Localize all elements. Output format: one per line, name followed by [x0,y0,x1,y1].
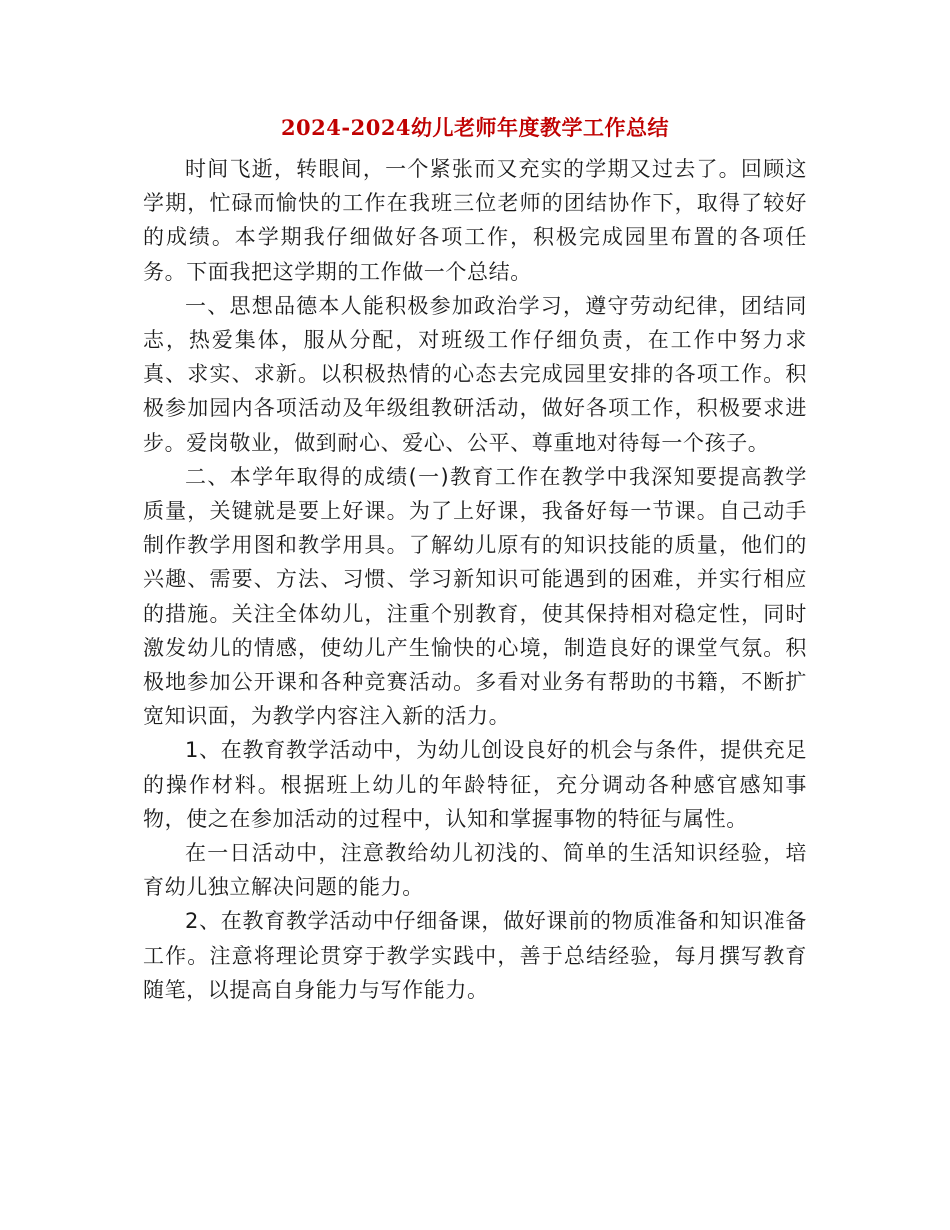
paragraph-intro: 时间飞逝，转眼间，一个紧张而又充实的学期又过去了。回顾这学期，忙碌而愉快的工作在我班三位老师的团结协作下，取得了较好的成绩。本学期我仔细做好各项工作，积极完成园里布置的各项任务。下面我把这学期的工作做一个总结。 [143,157,807,284]
paragraph-achievements: 二、本学年取得的成绩(一)教育工作在教学中我深知要提高教学质量，关键就是要上好课。为了上好课，我备好每一节课。自己动手制作教学用图和教学用具。了解幼儿原有的知识技能的质量，他们的兴趣、需要、方法、习惯、学习新知识可能遇到的困难，并实行相应的措施。关注全体幼儿，注重个别教育，使其保持相对稳定性，同时激发幼儿的情感，使幼儿产生愉快的心境，制造良好的课堂气氛。积极地参加公开课和各种竞赛活动。多看对业务有帮助的书籍，不断扩宽知识面，为教学内容注入新的活力。 [143,464,807,729]
paragraph-item-1: 1、在教育教学活动中，为幼儿创设良好的机会与条件，提供充足的操作材料。根据班上幼儿的年龄特征，充分调动各种感官感知事物，使之在参加活动的过程中，认知和掌握事物的特征与属性。 [143,738,807,831]
paragraph-ideology: 一、思想品德本人能积极参加政治学习，遵守劳动纪律，团结同志，热爱集体，服从分配，对班级工作仔细负责，在工作中努力求真、求实、求新。以积极热情的心态去完成园里安排的各项工作。积极参加园内各项活动及年级组教研活动，做好各项工作，积极要求进步。爱岗敬业，做到耐心、爱心、公平、尊重地对待每一个孩子。 [143,293,807,455]
paragraph-daily-activities: 在一日活动中，注意教给幼儿初浅的、简单的生活知识经验，培育幼儿独立解决问题的能力。 [143,841,807,900]
document-title: 2024-2024幼儿老师年度教学工作总结 [280,115,670,140]
document-body [143,152,807,1007]
paragraph-item-2: 2、在教育教学活动中仔细备课，做好课前的物质准备和知识准备工作。注意将理论贯穿于教学实践中，善于总结经验，每月撰写教育随笔，以提高自身能力与写作能力。 [143,909,807,1002]
